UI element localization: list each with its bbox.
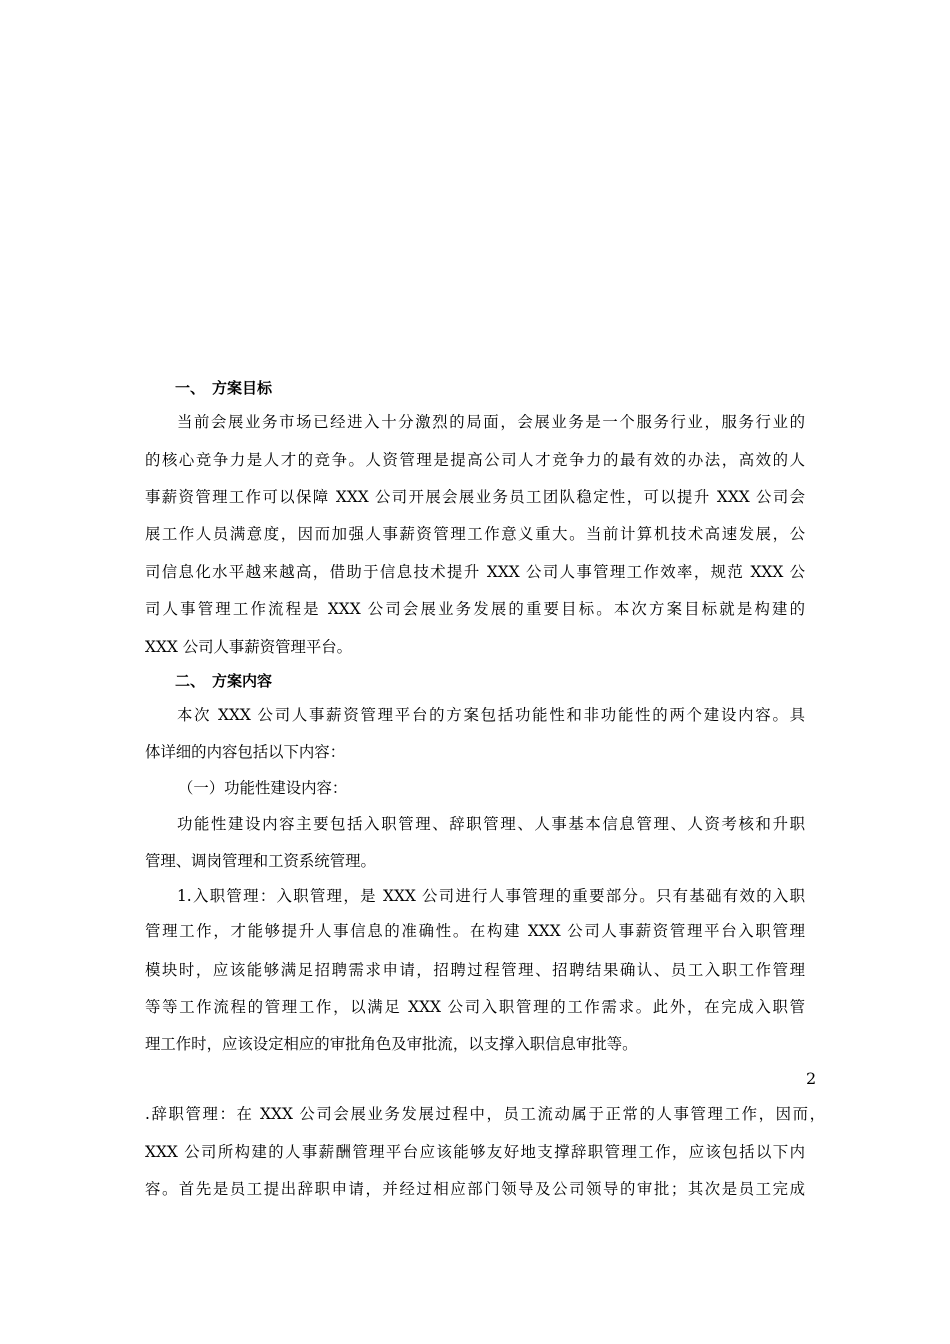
section1-line-5: 司信息化水平越来越高，借助于信息技术提升 XXX 公司人事管理工作效率，规范 XXX 公 <box>145 563 805 581</box>
onboard-line-3: 模块时，应该能够满足招聘需求申请，招聘过程管理、招聘结果确认、员工入职工作管理 <box>145 961 805 979</box>
section1-heading-number: 一、 <box>175 379 206 397</box>
section2-heading-title: 方案内容 <box>212 672 273 690</box>
func-line-2: 管理、调岗管理和工资系统管理。 <box>145 852 376 870</box>
resign-line-1: .辞职管理：在 XXX 公司会展业务发展过程中，员工流动属于正常的人事管理工作，因而， <box>145 1105 825 1123</box>
section1-line-6: 司人事管理工作流程是 XXX 公司会展业务发展的重要目标。本次方案目标就是构建的 <box>145 600 805 618</box>
onboard-line-2: 管理工作，才能够提升人事信息的准确性。在构建 XXX 公司人事薪资管理平台入职管理 <box>145 922 805 940</box>
section2-heading-number: 二、 <box>175 672 206 690</box>
onboard-line-1: 1.入职管理：入职管理，是 XXX 公司进行人事管理的重要部分。只有基础有效的入职 <box>177 887 805 905</box>
section2-intro-line-1: 本次 XXX 公司人事薪资管理平台的方案包括功能性和非功能性的两个建设内容。具 <box>177 706 805 724</box>
func-line-1: 功能性建设内容主要包括入职管理、辞职管理、人事基本信息管理、人资考核和升职 <box>177 815 805 833</box>
section2-sub-heading: （一）功能性建设内容： <box>178 779 348 797</box>
section1-heading <box>175 378 272 398</box>
onboard-line-4: 等等工作流程的管理工作，以满足 XXX 公司入职管理的工作需求。此外，在完成入职管 <box>145 998 805 1016</box>
section1-line-1: 当前会展业务市场已经进入十分激烈的局面，会展业务是一个服务行业，服务行业的 <box>177 413 805 431</box>
section1-line-2: 的核心竞争力是人才的竞争。人资管理是提高公司人才竞争力的最有效的办法，高效的人 <box>145 451 805 469</box>
resign-line-3: 容。首先是员工提出辞职申请，并经过相应部门领导及公司领导的审批；其次是员工完成 <box>145 1180 805 1198</box>
onboard-line-5: 理工作时，应该设定相应的审批角色及审批流，以支撑入职信息审批等。 <box>145 1035 638 1053</box>
section1-heading-title: 方案目标 <box>212 379 273 397</box>
page-number: 2 <box>806 1069 817 1088</box>
section2-intro-line-2: 体详细的内容包括以下内容： <box>145 743 346 761</box>
section1-line-3: 事薪资管理工作可以保障 XXX 公司开展会展业务员工团队稳定性，可以提升 XXX 公司会 <box>145 488 805 506</box>
section1-line-4: 展工作人员满意度，因而加强人事薪资管理工作意义重大。当前计算机技术高速发展，公 <box>145 525 805 543</box>
section2-heading <box>175 671 272 691</box>
section1-line-7: XXX 公司人事薪资管理平台。 <box>145 638 353 656</box>
resign-line-2: XXX 公司所构建的人事薪酬管理平台应该能够友好地支撑辞职管理工作，应该包括以下内 <box>145 1143 805 1161</box>
